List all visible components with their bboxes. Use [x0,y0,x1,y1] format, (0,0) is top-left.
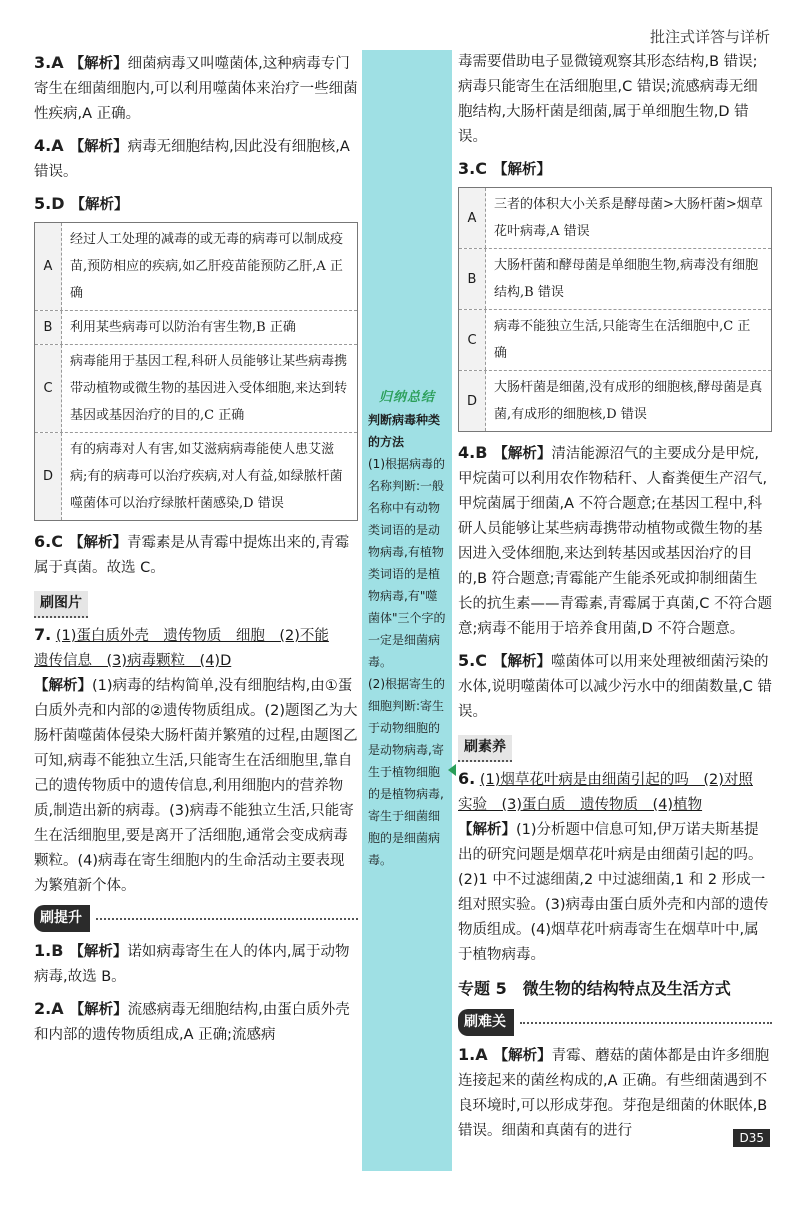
section-divider [96,918,358,920]
answer-6-right [458,766,772,968]
answer-5-right [458,648,772,725]
option-analysis-box [458,187,772,432]
sidebar-text: (1)根据病毒的名称判断:一般名称中有动物类词语的是动物病毒,有植物类词语的是植物病毒,有"噬菌体"三个字的一定是细菌病毒。 [368,457,446,669]
analysis-text: 青霉、蘑菇的菌体都是由许多细胞连接起来的菌丝构成的,A 正确。有些细菌遇到不良环境时,可以形成芽孢。芽孢是细菌的休眠体,B 错误。细菌和真菌有的进行 [458,1048,770,1139]
q-number: 7. [34,625,52,644]
sidebar-heading: 判断病毒种类的方法 [368,413,441,449]
analysis-tag: 【解析】 [493,446,552,462]
section-label-pictures: 刷图片 [34,591,88,618]
analysis-text: (1)病毒的结构简单,没有细胞结构,由①蛋白质外壳和内部的②遗传物质组成。(2)题图乙为大肠杆菌噬菌体侵染大肠杆菌并繁殖的过程,由题图乙可知,病毒不能独立生活,只能寄生在活细胞里,靠自己的遗传物质中的遗传信息,利用细胞内的营养物质,制造出新的病毒。(3)病毒不能独立生活,只能寄生在活细胞里,要是离开了活细胞,通常会变成病毒颗粒。(4)病毒在寄生细胞内的生命活动主要表现为繁殖新个体。 [34,678,358,894]
option-text: 有的病毒对人有害,如艾滋病病毒能使人患艾滋病;有的病毒可以治疗疾病,对人有益,如绿脓杆菌噬菌体可以治疗绿脓杆菌感染,D 错误 [70,442,343,511]
sidebar-body [362,405,452,875]
q-answer: A [51,53,64,72]
analysis-tag: 【解析】 [69,944,128,960]
option-row [459,188,771,248]
section-label-literacy: 刷素养 [458,735,512,762]
continued-text: 毒需要借助电子显微镜观察其形态结构,B 错误;病毒只能寄生在活细胞里,C 错误;流感病毒无细胞结构,大肠杆菌是细菌,属于单细胞生物,D 错误。 [458,54,758,145]
analysis-tag: 【解析】 [493,1048,552,1064]
q-number: 1. [458,1045,476,1064]
answer-line: 遗传信息 (3)病毒颗粒 (4)D [34,653,232,669]
analysis-text: 病毒无细胞结构,因此没有细胞核,A 错误。 [34,139,350,180]
q-number: 2. [34,999,52,1018]
q-number: 4. [34,136,52,155]
option-row [35,310,357,344]
analysis-tag: 【解析】 [69,56,128,72]
analysis-tag: 【解析】 [69,139,128,155]
option-text: 大肠杆菌和酵母菌是单细胞生物,病毒没有细胞结构,B 错误 [494,258,759,300]
option-label: C [459,310,486,370]
q-answer: A [475,1045,488,1064]
analysis-tag: 【解析】 [68,535,127,551]
analysis-text: 青霉素是从青霉中提炼出来的,青霉属于真菌。故选 C。 [34,535,350,576]
q-answer: B [475,443,488,462]
analysis-text: 流感病毒无细胞结构,由蛋白质外壳和内部的遗传物质组成,A 正确;流感病 [34,1002,350,1043]
option-label: D [35,433,62,520]
analysis-tag: 【解析】 [34,678,92,694]
q-answer: A [51,999,64,1018]
analysis-tag: 【解析】 [458,822,516,838]
improve-answer-1 [34,938,358,990]
q-answer: B [51,941,64,960]
option-label: A [35,223,62,310]
analysis-tag: 【解析】 [69,1002,128,1018]
option-text: 经过人工处理的减毒的或无毒的病毒可以制成疫苗,预防相应的疾病,如乙肝疫苗能预防乙肝,A 正确 [70,232,344,301]
q-number: 5. [458,651,476,670]
analysis-text: (1)分析题中信息可知,伊万诺夫斯基提出的研究问题是烟草花叶病是由细菌引起的吗。(2)1 中不过滤细菌,2 中过滤细菌,1 和 2 形成一组对照实验。(3)病毒由蛋白质外壳和内部的遗传物质组成。(4)烟草花叶病毒寄生在烟草叶中,属于植物病毒。 [458,822,769,963]
sidebar-text: (2)根据寄生的细胞判断:寄生于动物细胞的是动物病毒,寄生于植物细胞的是植物病毒,寄生于细菌细胞的是细菌病毒。 [368,677,445,867]
pointer-arrow-icon [448,764,456,776]
analysis-text: 诺如病毒寄生在人的体内,属于动物病毒,故选 B。 [34,944,350,985]
analysis-tag: 【解析】 [492,162,551,178]
option-text: 三者的体积大小关系是酵母菌>大肠杆菌>烟草花叶病毒,A 错误 [494,197,763,239]
q-answer: C [475,651,487,670]
answer-3 [34,50,358,127]
section-header-hard [458,1009,772,1036]
option-text: 利用某些病毒可以防治有害生物,B 正确 [70,320,296,335]
q-number: 3. [458,159,476,178]
q-number: 6. [458,769,476,788]
page-number: D35 [733,1129,770,1147]
answer-5 [34,191,358,521]
option-text: 病毒不能独立生活,只能寄生在活细胞中,C 正确 [494,319,751,361]
option-label: A [459,188,486,248]
option-row [459,248,771,309]
option-row [35,223,357,310]
option-label: B [459,249,486,309]
answer-3-right [458,156,772,432]
option-text: 大肠杆菌是细菌,没有成形的细胞核,酵母菌是真菌,有成形的细胞核,D 错误 [494,380,763,422]
option-label: B [35,311,62,344]
option-label: C [35,345,62,432]
answer-6 [34,529,358,581]
hard-answer-1 [458,1042,772,1144]
sidebar-title: 归纳总结 [378,390,435,405]
right-column [458,50,772,1150]
answer-7 [34,622,358,899]
analysis-tag: 【解析】 [492,654,551,670]
q-number: 6. [34,532,52,551]
option-row [459,370,771,431]
option-row [35,344,357,432]
answer-line: (1)烟草花叶病是由细菌引起的吗 (2)对照 [479,772,753,788]
option-label: D [459,371,486,431]
q-answer: C [475,159,487,178]
analysis-text: 清洁能源沼气的主要成分是甲烷,甲烷菌可以利用农作物秸秆、人畜粪便生产沼气,甲烷菌属于细菌,A 不符合题意;在基因工程中,科研人员能够让某些病毒携带动植物或微生物的基因进入受体细胞,来达到转基因或基因治疗的目的,B 符合题意;青霉能产生能杀死或抑制细菌生长的抗生素——青霉素,青霉属于真菌,C 不符合题意;病毒不能用于培养食用菌,D 不符合题意。 [458,446,772,637]
improve-answer-2 [34,996,358,1048]
q-number: 5. [34,194,52,213]
option-analysis-box [34,222,358,521]
answer-line: (1)蛋白质外壳 遗传物质 细胞 (2)不能 [55,628,329,644]
section-header-improve [34,905,358,932]
section-badge: 刷提升 [34,905,90,932]
answer-line: 实验 (3)蛋白质 遗传物质 (4)植物 [458,797,703,813]
q-answer: D [51,194,65,213]
q-number: 4. [458,443,476,462]
analysis-text: 噬菌体可以用来处理被细菌污染的水体,说明噬菌体可以减少污水中的细菌数量,C 错误。 [458,654,772,720]
option-row [459,309,771,370]
section-divider [520,1022,772,1024]
section-badge: 刷难关 [458,1009,514,1036]
topic-title: 专题 5 微生物的结构特点及生活方式 [458,979,731,998]
q-number: 1. [34,941,52,960]
q-answer: C [51,532,63,551]
summary-sidebar [362,50,452,1171]
analysis-text: 细菌病毒又叫噬菌体,这种病毒专门寄生在细菌细胞内,可以利用噬菌体来治疗一些细菌性疾病,A 正确。 [34,56,358,122]
analysis-tag: 【解析】 [70,197,129,213]
page-header: 批注式详答与详析 [649,28,770,46]
option-text: 病毒能用于基因工程,科研人员能够让某些病毒携带动植物或微生物的基因进入受体细胞,来达到转基因或基因治疗的目的,C 正确 [70,354,348,423]
left-column [34,50,358,1054]
option-row [35,432,357,520]
answer-4-right [458,440,772,642]
answer-4 [34,133,358,185]
q-answer: A [51,136,64,155]
q-number: 3. [34,53,52,72]
